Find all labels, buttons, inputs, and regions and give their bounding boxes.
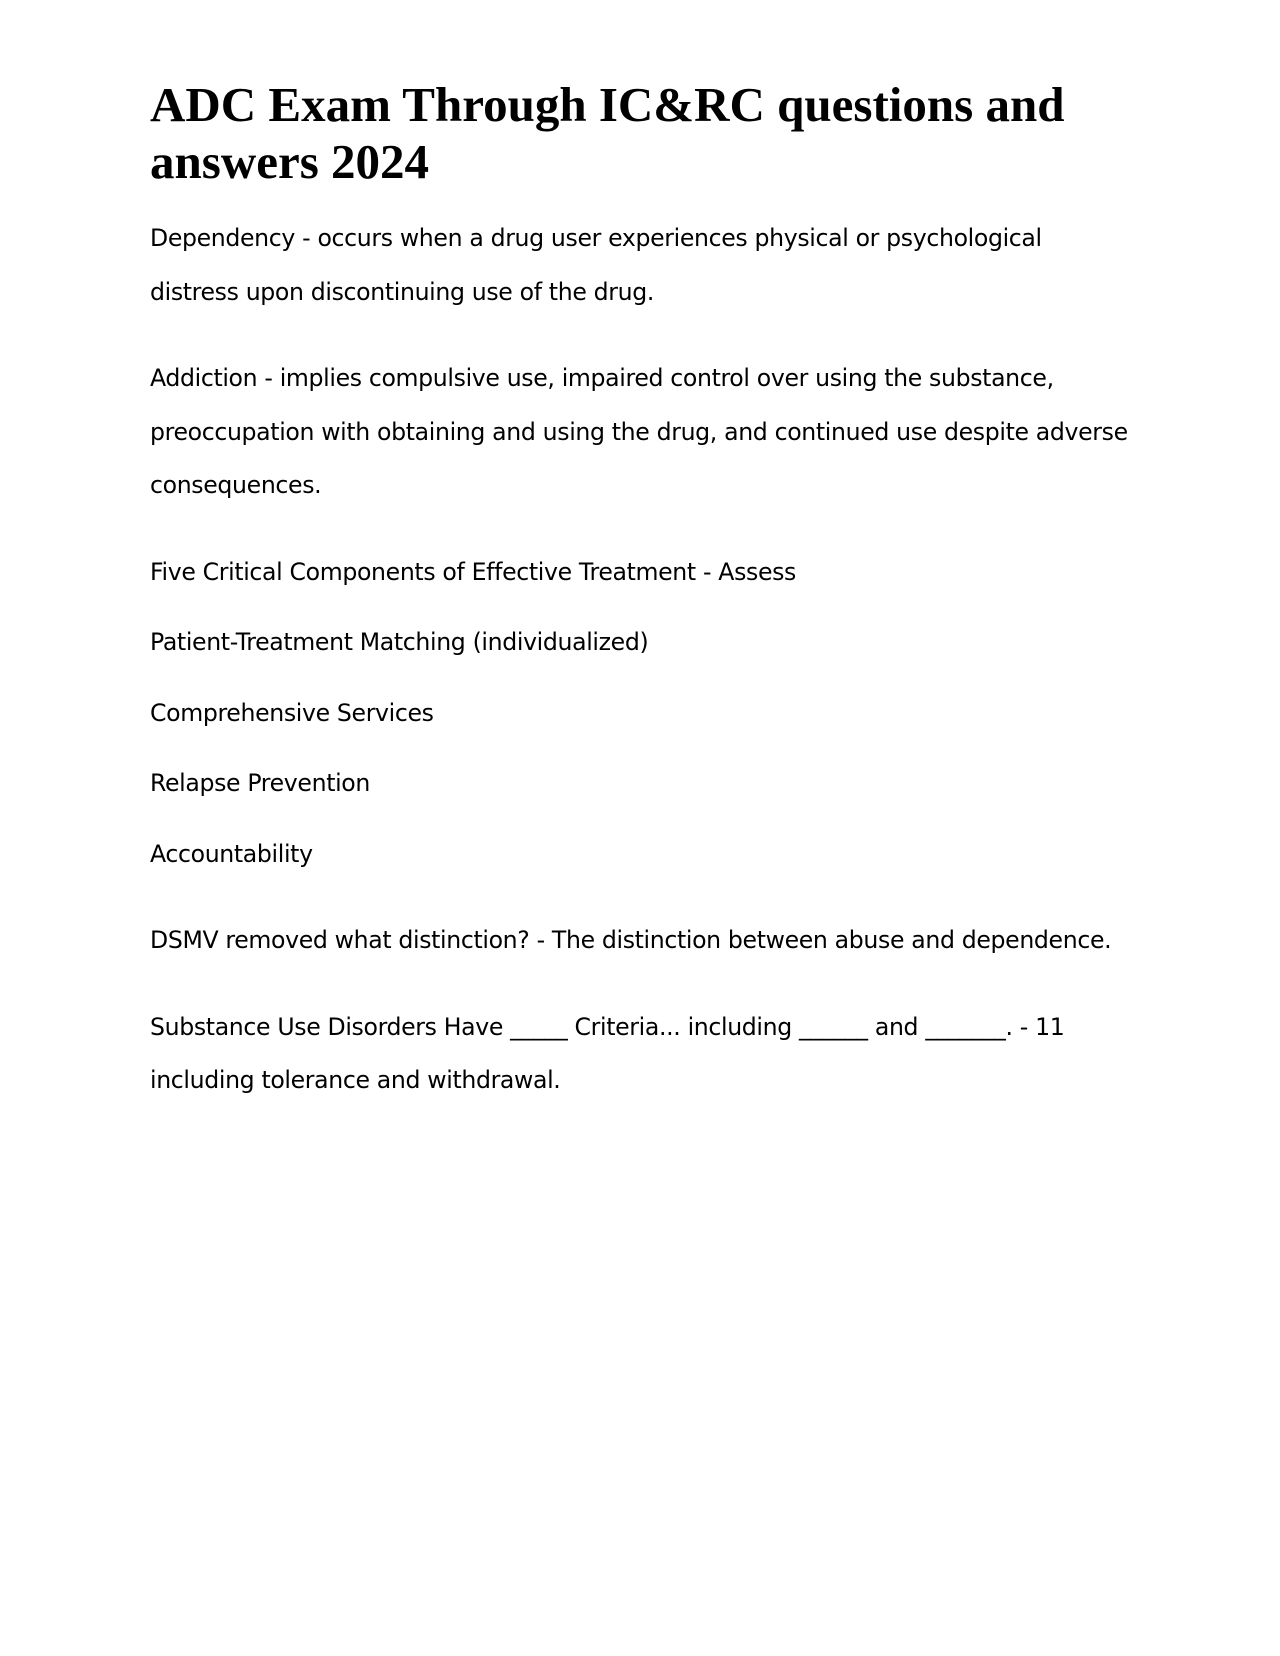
list-item: Relapse Prevention	[150, 769, 370, 797]
paragraph-spacer	[150, 881, 1130, 914]
entry-substance-use-criteria: Substance Use Disorders Have _____ Criteria... including ______ and _______. - 11 including tolerance and withdrawal.	[150, 1012, 1065, 1094]
entry-dsmv: DSMV removed what distinction? - The distinction between abuse and dependence.	[150, 926, 1112, 954]
document-body	[150, 212, 1130, 1108]
paragraph-spacer	[150, 319, 1130, 352]
list-item: Five Critical Components of Effective Treatment - Assess	[150, 557, 797, 586]
entry-addiction: Addiction - implies compulsive use, impaired control over using the substance, preoccupation with obtaining and using the drug, and continued use despite adverse consequences.	[150, 364, 1128, 499]
document-page	[150, 76, 1130, 1108]
entry-dependency: Dependency - occurs when a drug user experiences physical or psychological distress upon discontinuing use of the drug.	[150, 224, 1042, 306]
paragraph-spacer	[150, 968, 1130, 1001]
list-item: Patient-Treatment Matching (individualized)	[150, 628, 649, 656]
list-item: Accountability	[150, 839, 313, 868]
list-item: Comprehensive Services	[150, 698, 434, 727]
document-title: ADC Exam Through IC&RC questions and answers 2024	[150, 77, 1065, 189]
paragraph-spacer	[150, 513, 1130, 546]
entry-treatment-components	[150, 546, 1130, 882]
